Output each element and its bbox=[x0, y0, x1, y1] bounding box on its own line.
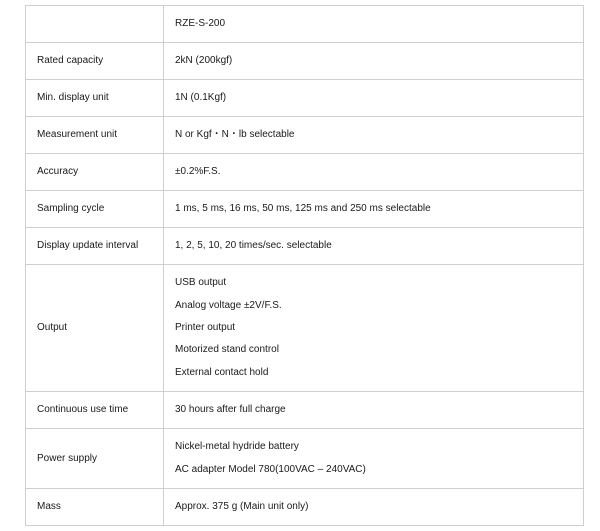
row-label: Output bbox=[26, 265, 164, 392]
row-value: 1N (0.1Kgf) bbox=[164, 80, 584, 117]
table-row-accuracy bbox=[26, 154, 584, 191]
output-line: USB output bbox=[175, 277, 227, 289]
model-label-cell bbox=[26, 6, 164, 43]
table-row-continuous-use-time bbox=[26, 392, 584, 429]
row-value: 2kN (200kgf) bbox=[164, 43, 584, 80]
spec-table bbox=[25, 5, 584, 526]
row-value bbox=[164, 265, 584, 392]
table-row-min-display-unit bbox=[26, 80, 584, 117]
table-row-output bbox=[26, 265, 584, 392]
table-row-power-supply bbox=[26, 429, 584, 489]
row-label: Measurement unit bbox=[26, 117, 164, 154]
row-label: Continuous use time bbox=[26, 392, 164, 429]
row-label: Rated capacity bbox=[26, 43, 164, 80]
row-label: Sampling cycle bbox=[26, 191, 164, 228]
table-row-mass bbox=[26, 489, 584, 526]
table-row-display-update-interval bbox=[26, 228, 584, 265]
row-value bbox=[164, 429, 584, 489]
power-line: AC adapter Model 780(100VAC – 240VAC) bbox=[175, 463, 366, 475]
row-label: Mass bbox=[26, 489, 164, 526]
row-label: Min. display unit bbox=[26, 80, 164, 117]
row-label: Power supply bbox=[26, 429, 164, 489]
table-row-model bbox=[26, 6, 584, 43]
output-line: External contact hold bbox=[175, 366, 269, 378]
output-line: Printer output bbox=[175, 322, 236, 333]
table-row-sampling-cycle bbox=[26, 191, 584, 228]
row-value: 1 ms, 5 ms, 16 ms, 50 ms, 125 ms and 250 ms selectable bbox=[164, 191, 584, 228]
row-value: N or Kgf・N・lb selectable bbox=[164, 117, 584, 154]
row-value: 30 hours after full charge bbox=[164, 392, 584, 429]
row-label: Accuracy bbox=[26, 154, 164, 191]
table-row-measurement-unit bbox=[26, 117, 584, 154]
row-value: 1, 2, 5, 10, 20 times/sec. selectable bbox=[164, 228, 584, 265]
model-value: RZE-S-200 bbox=[164, 6, 584, 43]
row-value: Approx. 375 g (Main unit only) bbox=[164, 489, 584, 526]
row-value: ±0.2%F.S. bbox=[164, 154, 584, 191]
output-line: Analog voltage ±2V/F.S. bbox=[175, 299, 282, 311]
row-label: Display update interval bbox=[26, 228, 164, 265]
output-line: Motorized stand control bbox=[175, 344, 279, 356]
table-row-rated-capacity bbox=[26, 43, 584, 80]
power-line: Nickel-metal hydride battery bbox=[175, 441, 299, 453]
